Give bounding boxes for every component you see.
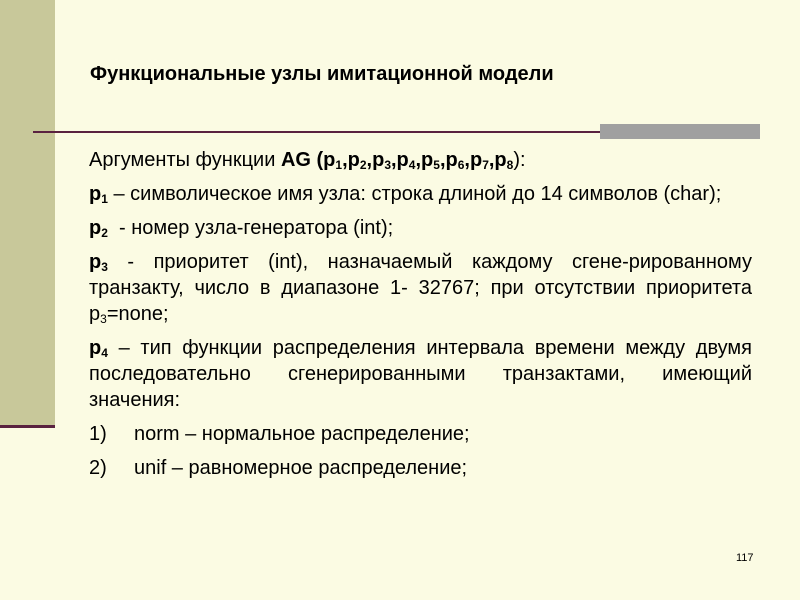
list-item	[89, 421, 752, 447]
function-name: AG	[280, 149, 311, 171]
param-p1	[89, 181, 752, 207]
param-p4-text: – тип функции распределения интервала времени между двумя последовательно сгенерированными транзактами, имеющий значения:	[89, 337, 752, 411]
param-p2-label: $p_2$	[89, 217, 108, 240]
param-p4	[89, 335, 752, 413]
left-decorative-bar	[0, 0, 55, 425]
left-bar-underline	[0, 425, 55, 428]
arguments-close: ):	[513, 149, 526, 171]
list-item-text: norm – нормальное распределение;	[134, 423, 470, 445]
param-p3-inline-sub: 3	[100, 312, 107, 326]
title-divider-accent	[600, 124, 760, 139]
param-p3-text-end: =none;	[106, 303, 169, 325]
slide-body	[89, 147, 752, 489]
page-number: 117	[736, 552, 754, 564]
param-p3-label: $p_3$	[89, 251, 108, 274]
list-item-text: unif – равномерное распределение;	[134, 457, 468, 479]
param-p1-text: – символическое имя узла: строка длиной до 14 символов (char);	[107, 183, 722, 205]
param-p4-label: $p_4$	[89, 337, 108, 360]
arguments-intro: Аргументы функции	[89, 149, 281, 171]
param-p3	[89, 249, 752, 327]
param-p3-text: - приоритет (int), назначаемый каждому сгене-рированному транзакту, число в диапазоне 1- 32767; при отсутствии приоритета p	[89, 251, 752, 325]
param-p2-text: - номер узла-генератора (int);	[107, 217, 394, 239]
param-p1-label: $p_1$	[89, 183, 108, 206]
list-item	[89, 455, 752, 481]
slide-title: Функциональные узлы имитационной модели	[90, 63, 554, 85]
arguments-line	[89, 147, 752, 173]
param-p2	[89, 215, 752, 241]
list-item-number: 1)	[89, 423, 107, 445]
list-item-number: 2)	[89, 457, 107, 479]
function-signature: AG ($p_1,p_2,p_3,p_4,p_5,p_6,p_7,p_8$	[280, 149, 514, 172]
